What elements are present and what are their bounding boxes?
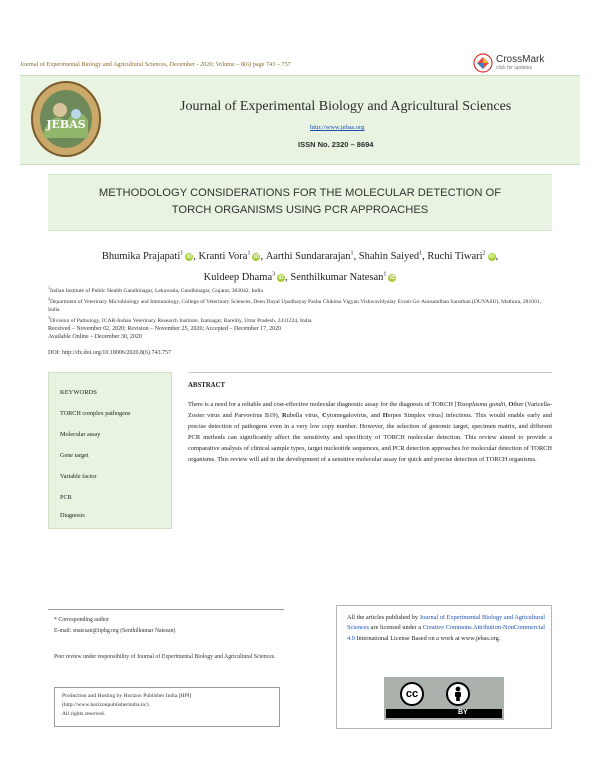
production-url[interactable]: (http://www.horizonpublisherindia.in/). [62,701,151,708]
journal-logo-text: JEBAS [46,118,86,131]
author: Aarthi Sundararajan$^1$, [265,250,359,262]
journal-link[interactable]: Journal of Experimental Biology and Agricultural Sciences [347,614,545,632]
crossmark-sub: click for updates [496,65,533,71]
production-line: Production and Hosting by Horizon Publisher India [HPI] [62,693,192,699]
journal-issn: ISSN No. 2320 – 8694 [298,140,374,149]
license-text: All the articles published by Journal of Experimental Biology and Agricultural Sciences are licensed under a Creative Commons Attribution-NonCommercial 4.0 International License Based on a work at www.jebas.org. [347,614,545,642]
author: Shahin Saiyed$^1$, [358,250,428,262]
keyword-item: TORCH complex pathogens [60,410,131,417]
production-rights: All rights reserved. [62,710,106,717]
production-box [54,687,280,727]
attribution-person-icon [446,682,470,706]
keyword-item: Variable factor [60,473,97,480]
cc-license-link[interactable]: Creative Commons Attribution-NonCommercial 4.0 [347,624,545,642]
author: Kuldeep Dhama$^3$iD , [203,271,291,283]
orcid-icon[interactable]: iD [253,253,259,260]
orcid-icon[interactable]: iD [278,275,284,281]
author: Ruchi Tiwari$^2$iD , [427,250,499,262]
license-box [336,605,552,729]
keyword-item: Gene target [60,452,89,459]
abstract-title: ABSTRACT [188,382,226,389]
orcid-icon[interactable]: iD [389,275,395,281]
by-label: BY [458,709,468,716]
article-dates [48,325,552,341]
corresponding-author [54,615,175,637]
affiliation: $^1$Indian Institute of Public Health Gandhinagar, Lekawada, Gandhinagar, Gujarat, 382042, India [48,285,263,294]
doi-link[interactable]: DOI: http://dx.doi.org/10.18006/2020.8(6).743.757 [48,350,172,356]
received-dates: Received – November 02, 2020; Revision – November 25, 2020; Accepted – December 17, 2020 [48,326,282,332]
author-list [48,244,552,287]
paper-title [48,185,552,219]
affiliation: $^2$Department of Veterinary Microbiology and Immunology, College of Veterinary Sciences, Deen Dayal Upadhayay Pashu Chikitsa Vigyan Vishwavidyalay Evum Go-Anusandhan Sansthan (DUVASU), Mathura, 281001, India [48,295,542,313]
affiliation: $^3$Division of Pathology, ICAR-Indian Veterinary Research Institute, Izatnagar, Bareilly, Uttar Pradesh, 2431224, India [48,314,312,324]
running-header: Journal of Experimental Biology and Agricultural Sciences, December - 2020; Volume – 8(6) page 743 – 757 [20,61,291,68]
orcid-icon[interactable]: iD [186,253,192,260]
author: Kranti Vora$^1$iD , [198,250,266,262]
keyword-item: Molecular assay [60,431,101,438]
orcid-icon[interactable]: iD [489,253,495,260]
paper-title-line: METHODOLOGY CONSIDERATIONS FOR THE MOLECULAR DETECTION OF [98,187,502,199]
author: Bhumika Prajapati$^1$iD , [101,250,199,262]
journal-header-band [20,75,580,165]
paper-title-line: TORCH ORGANISMS USING PCR APPROACHES [171,204,429,216]
cc-icon: cc [400,682,424,706]
crossmark-icon [473,53,493,73]
journal-url-link[interactable]: http://www.jebas.org [310,124,365,131]
peer-review-note: Peer review under responsibility of Journal of Experimental Biology and Agricultural Sciences. [54,654,276,660]
footnote-divider [48,609,284,610]
available-online-date: Available Online – December 30, 2020 [48,334,142,340]
keywords-title: KEYWORDS [60,389,97,396]
keyword-item: PCR [60,494,72,501]
crossmark-label: CrossMark [496,54,545,65]
abstract-text: There is a need for a reliable and cost-effective molecular diagnostic assay for the diagnosis of TORCH [Toxoplasma gondii, Other (Varicella-Zoster virus and Parvovirus B19), Rubella virus, Cytomegalovirus, and Herpes Simplex virus] infections. This would enable early and precise detection of pathogens even in a very low copy number. However, the selection of genomic target, specimen matrix, and different PCR methods can significantly affect the sensitivity and specificity of TORCH molecular detection. This review aimed to provide a comparative analysis of clinical sample types, target nucleotide sequences, and PCR detection approaches for molecular detection of TORCH organisms. This review will aid in the development of a sensitive molecular assay for quick and precise detection of TORCH organisms. [188,401,553,463]
keyword-item: Diagnosis [60,512,85,519]
keywords-box [48,372,172,529]
corresponding-label: * Corresponding author [54,617,110,623]
cc-by-badge[interactable] [384,677,504,720]
journal-logo [30,80,102,158]
corresponding-email[interactable]: E-mail: snatesan@iiphg.org (Senthilkumar Natesan) [54,628,176,634]
journal-title: Journal of Experimental Biology and Agricultural Sciences [180,99,512,114]
author: Senthilkumar Natesan$^1$iD [290,271,395,283]
abstract-section [188,372,552,529]
crossmark-badge[interactable] [473,50,553,76]
affiliations [48,284,552,325]
